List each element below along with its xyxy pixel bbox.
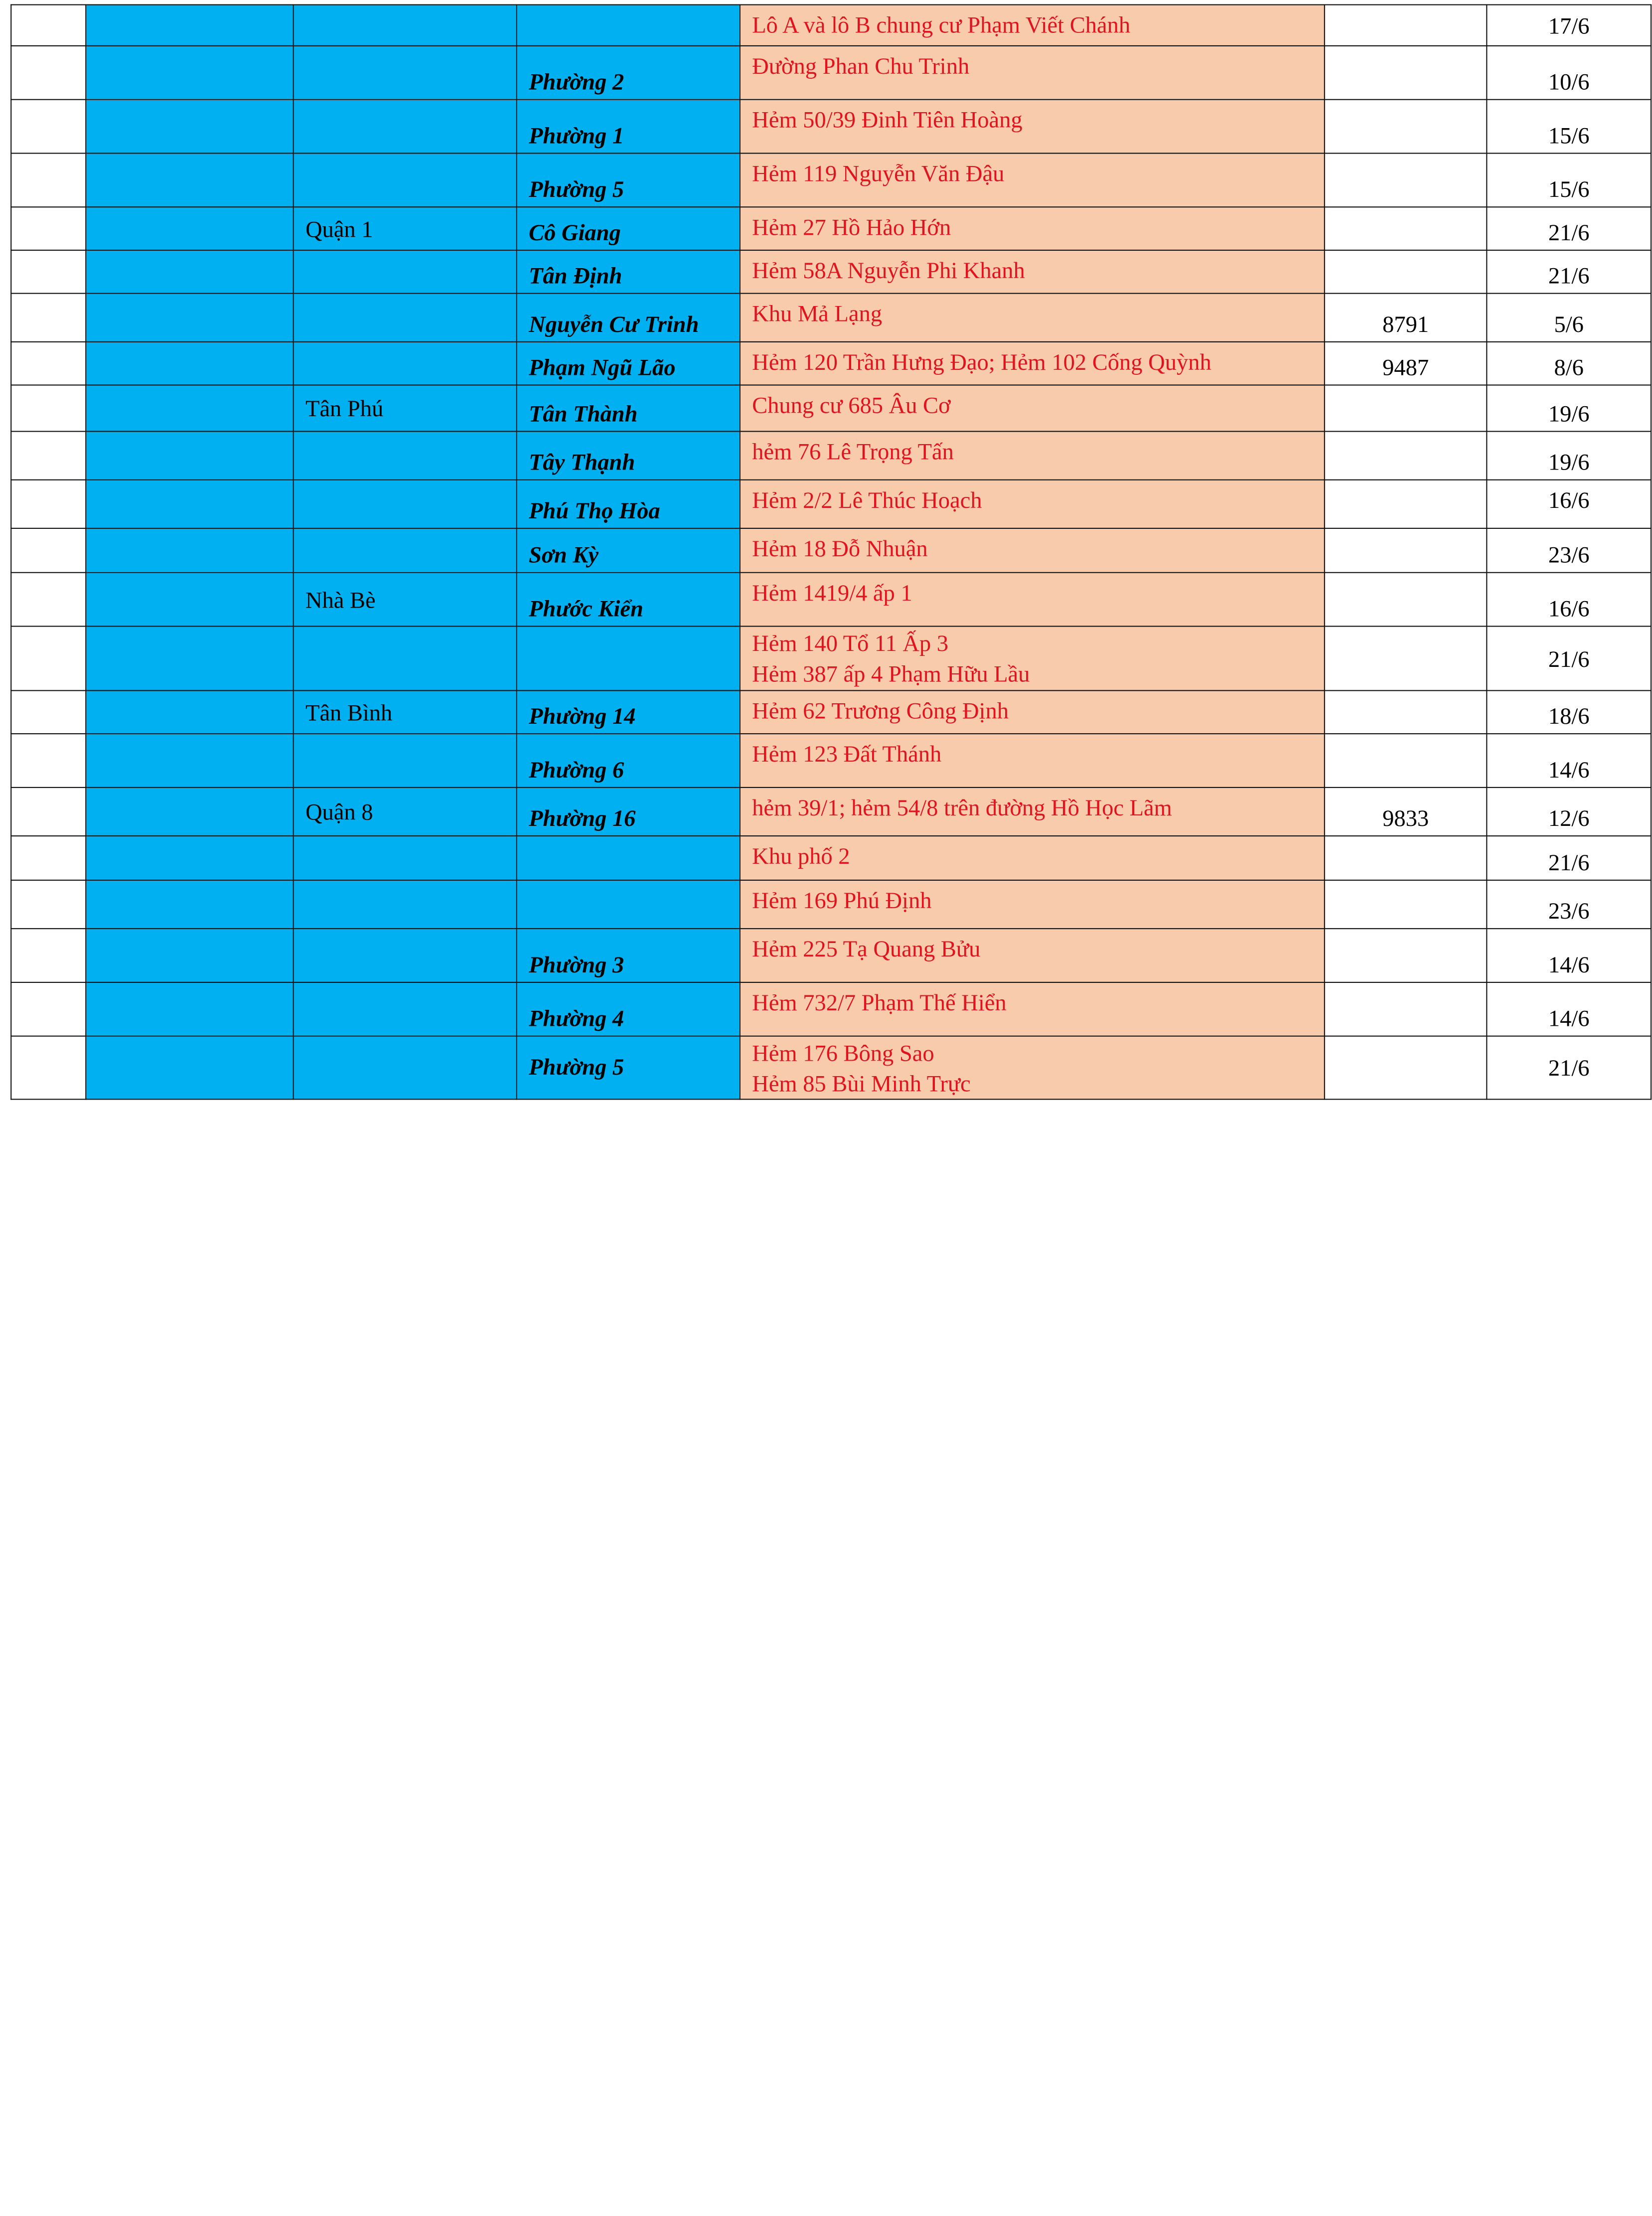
case-code-cell[interactable]: 9487 [1325,342,1487,385]
district-cell[interactable] [294,5,517,46]
location-line: Hẻm 27 Hồ Hảo Hớn [752,214,951,240]
table-row [11,432,1651,480]
case-code-cell[interactable] [1325,432,1487,480]
table-row [11,836,1651,880]
case-code-cell[interactable] [1325,5,1487,46]
date-cell[interactable]: 5/6 [1487,294,1651,342]
district-cell[interactable] [294,982,517,1036]
city-cell[interactable] [86,385,293,432]
location-cell[interactable] [740,528,1325,573]
location-line: Hẻm 140 Tổ 11 Ấp 3 [752,630,949,656]
city-cell[interactable] [86,5,293,46]
district-cell[interactable] [294,480,517,528]
location-cell[interactable] [740,480,1325,528]
district-cell[interactable] [294,154,517,207]
location-line: Hẻm 2/2 Lê Thúc Hoạch [752,486,982,513]
table-row [11,528,1651,573]
location-line: Hẻm 169 Phú Định [752,887,932,914]
index-cell[interactable] [11,982,86,1036]
district-cell[interactable] [294,627,517,691]
case-code-cell[interactable]: 9833 [1325,788,1487,836]
index-cell[interactable] [11,250,86,294]
index-cell[interactable] [11,836,86,880]
ward-cell[interactable]: Phường 5 [517,1036,740,1100]
location-cell[interactable] [740,385,1325,432]
location-line: Hẻm 387 ấp 4 Phạm Hữu Lầu [752,660,1030,687]
ward-cell[interactable]: Nguyễn Cư Trinh [517,294,740,342]
date-cell[interactable]: 18/6 [1487,690,1651,734]
date-cell[interactable]: 21/6 [1487,250,1651,294]
index-cell[interactable] [11,880,86,929]
district-cell[interactable]: Nhà Bè [294,573,517,627]
location-cell[interactable] [740,100,1325,154]
date-cell[interactable]: 23/6 [1487,880,1651,929]
city-cell[interactable] [86,100,293,154]
date-cell[interactable]: 17/6 [1487,5,1651,46]
district-cell[interactable]: Tân Phú [294,385,517,432]
city-cell[interactable] [86,788,293,836]
ward-cell[interactable]: Phường 6 [517,734,740,788]
index-cell[interactable] [11,690,86,734]
location-cell[interactable] [740,734,1325,788]
table-row [11,690,1651,734]
ward-cell[interactable]: Cô Giang [517,207,740,250]
ward-cell[interactable]: Phạm Ngũ Lão [517,342,740,385]
location-line: Lô A và lô B chung cư Phạm Viết Chánh [752,11,1131,38]
city-cell[interactable] [86,480,293,528]
location-cell[interactable] [740,880,1325,929]
city-cell[interactable] [86,627,293,691]
table-row [11,342,1651,385]
location-line: Hẻm 1419/4 ấp 1 [752,579,912,606]
district-cell[interactable]: Quận 8 [294,788,517,836]
ward-cell[interactable]: Phường 16 [517,788,740,836]
date-cell[interactable]: 16/6 [1487,573,1651,627]
ward-cell[interactable]: Phường 14 [517,690,740,734]
city-cell[interactable] [86,880,293,929]
table-row [11,250,1651,294]
city-cell[interactable] [86,342,293,385]
date-cell[interactable]: 21/6 [1487,207,1651,250]
ward-cell[interactable]: Tây Thạnh [517,432,740,480]
table-row [11,788,1651,836]
location-line: Khu phố 2 [752,842,850,869]
index-cell[interactable] [11,528,86,573]
table-row [11,5,1651,46]
table-row [11,982,1651,1036]
city-cell[interactable] [86,573,293,627]
table-row [11,627,1651,691]
city-cell[interactable] [86,982,293,1036]
district-cell[interactable] [294,880,517,929]
ward-cell[interactable] [517,880,740,929]
location-cell[interactable] [740,342,1325,385]
case-code-cell[interactable] [1325,982,1487,1036]
index-cell[interactable] [11,573,86,627]
location-line: Hẻm 58A Nguyễn Phi Khanh [752,257,1025,284]
ward-cell[interactable] [517,836,740,880]
case-code-cell[interactable] [1325,1036,1487,1100]
date-cell[interactable]: 14/6 [1487,929,1651,982]
date-cell[interactable]: 15/6 [1487,154,1651,207]
table-row [11,100,1651,154]
location-cell[interactable] [740,982,1325,1036]
table-row [11,880,1651,929]
case-code-cell[interactable] [1325,734,1487,788]
location-cell[interactable] [740,207,1325,250]
index-cell[interactable] [11,929,86,982]
location-line: hẻm 76 Lê Trọng Tấn [752,438,954,465]
date-cell[interactable]: 21/6 [1487,836,1651,880]
district-cell[interactable]: Quận 1 [294,207,517,250]
date-cell[interactable]: 10/6 [1487,46,1651,100]
index-cell[interactable] [11,432,86,480]
index-cell[interactable] [11,100,86,154]
ward-cell[interactable]: Tân Định [517,250,740,294]
ward-cell[interactable]: Phước Kiển [517,573,740,627]
case-code-cell[interactable] [1325,385,1487,432]
ward-cell[interactable]: Phú Thọ Hòa [517,480,740,528]
index-cell[interactable] [11,627,86,691]
date-cell[interactable]: 15/6 [1487,100,1651,154]
city-cell[interactable] [86,207,293,250]
table-row [11,385,1651,432]
table-row [11,46,1651,100]
date-cell[interactable]: 21/6 [1487,627,1651,691]
city-cell[interactable] [86,154,293,207]
district-cell[interactable] [294,250,517,294]
district-cell[interactable] [294,528,517,573]
location-cell[interactable] [740,929,1325,982]
table-body [11,5,1651,1100]
case-code-cell[interactable] [1325,627,1487,691]
location-line: Chung cư 685 Âu Cơ [752,392,951,419]
case-code-cell[interactable] [1325,929,1487,982]
case-code-cell[interactable] [1325,100,1487,154]
index-cell[interactable] [11,788,86,836]
case-code-cell[interactable] [1325,46,1487,100]
district-cell[interactable] [294,1036,517,1100]
city-cell[interactable] [86,836,293,880]
district-cell[interactable] [294,432,517,480]
district-cell[interactable] [294,734,517,788]
location-line: Hẻm 50/39 Đinh Tiên Hoàng [752,106,1023,133]
ward-cell[interactable]: Tân Thành [517,385,740,432]
table-row [11,480,1651,528]
case-code-cell[interactable] [1325,528,1487,573]
ward-cell[interactable]: Phường 4 [517,982,740,1036]
date-cell[interactable]: 14/6 [1487,734,1651,788]
location-cell[interactable] [740,788,1325,836]
index-cell[interactable] [11,46,86,100]
ward-cell[interactable]: Phường 1 [517,100,740,154]
location-cell[interactable] [740,46,1325,100]
index-cell[interactable] [11,5,86,46]
ward-cell[interactable] [517,5,740,46]
location-line: Hẻm 225 Tạ Quang Bửu [752,935,981,962]
district-cell[interactable]: Tân Bình [294,690,517,734]
case-code-cell[interactable] [1325,154,1487,207]
ward-cell[interactable]: Phường 5 [517,154,740,207]
location-cell[interactable] [740,1036,1325,1100]
district-cell[interactable] [294,342,517,385]
index-cell[interactable] [11,294,86,342]
district-cell[interactable] [294,836,517,880]
table-row [11,294,1651,342]
table-row [11,207,1651,250]
index-cell[interactable] [11,734,86,788]
date-cell[interactable]: 23/6 [1487,528,1651,573]
location-cell[interactable] [740,250,1325,294]
date-cell[interactable]: 19/6 [1487,432,1651,480]
case-code-cell[interactable] [1325,207,1487,250]
case-code-cell[interactable] [1325,690,1487,734]
district-cell[interactable] [294,294,517,342]
location-line: Hẻm 62 Trương Công Định [752,697,1009,724]
case-code-cell[interactable] [1325,573,1487,627]
case-code-cell[interactable]: 8791 [1325,294,1487,342]
index-cell[interactable] [11,154,86,207]
ward-cell[interactable]: Phường 2 [517,46,740,100]
date-cell[interactable]: 12/6 [1487,788,1651,836]
index-cell[interactable] [11,342,86,385]
ward-cell[interactable]: Sơn Kỳ [517,528,740,573]
location-line: Hẻm 123 Đất Thánh [752,740,942,767]
location-cell[interactable] [740,154,1325,207]
table-row [11,734,1651,788]
city-cell[interactable] [86,528,293,573]
district-cell[interactable] [294,929,517,982]
case-code-cell[interactable] [1325,880,1487,929]
table-row [11,154,1651,207]
table-row [11,573,1651,627]
location-line: Hẻm 732/7 Phạm Thế Hiển [752,989,1007,1016]
location-line: Hẻm 18 Đỗ Nhuận [752,535,928,562]
ward-cell[interactable]: Phường 3 [517,929,740,982]
location-line: Khu Mả Lạng [752,300,882,327]
location-cell[interactable] [740,5,1325,46]
location-line: Đường Phan Chu Trinh [752,52,970,79]
index-cell[interactable] [11,207,86,250]
city-cell[interactable] [86,734,293,788]
city-cell[interactable] [86,432,293,480]
date-cell[interactable]: 14/6 [1487,982,1651,1036]
outbreak-locations-table [10,4,1652,1100]
district-cell[interactable] [294,100,517,154]
case-code-cell[interactable] [1325,250,1487,294]
date-cell[interactable]: 21/6 [1487,1036,1651,1100]
ward-cell[interactable] [517,627,740,691]
date-cell[interactable]: 19/6 [1487,385,1651,432]
date-cell[interactable]: 8/6 [1487,342,1651,385]
location-line: Hẻm 120 Trần Hưng Đạo; Hẻm 102 Cống Quỳnh [752,348,1211,375]
city-cell[interactable] [86,294,293,342]
city-cell[interactable] [86,690,293,734]
location-line: Hẻm 85 Bùi Minh Trực [752,1070,971,1097]
table-row [11,1036,1651,1100]
location-cell[interactable] [740,294,1325,342]
case-code-cell[interactable] [1325,480,1487,528]
location-cell[interactable] [740,627,1325,691]
index-cell[interactable] [11,480,86,528]
location-line: Hẻm 119 Nguyễn Văn Đậu [752,160,1005,187]
index-cell[interactable] [11,1036,86,1100]
location-cell[interactable] [740,690,1325,734]
date-cell[interactable]: 16/6 [1487,480,1651,528]
table-row [11,929,1651,982]
location-cell[interactable] [740,573,1325,627]
district-cell[interactable] [294,46,517,100]
case-code-cell[interactable] [1325,836,1487,880]
city-cell[interactable] [86,250,293,294]
location-cell[interactable] [740,836,1325,880]
location-cell[interactable] [740,432,1325,480]
city-cell[interactable] [86,46,293,100]
location-line: hẻm 39/1; hẻm 54/8 trên đường Hồ Học Lãm [752,794,1172,821]
city-cell[interactable] [86,929,293,982]
location-line: Hẻm 176 Bông Sao [752,1039,934,1066]
index-cell[interactable] [11,385,86,432]
city-cell[interactable] [86,1036,293,1100]
